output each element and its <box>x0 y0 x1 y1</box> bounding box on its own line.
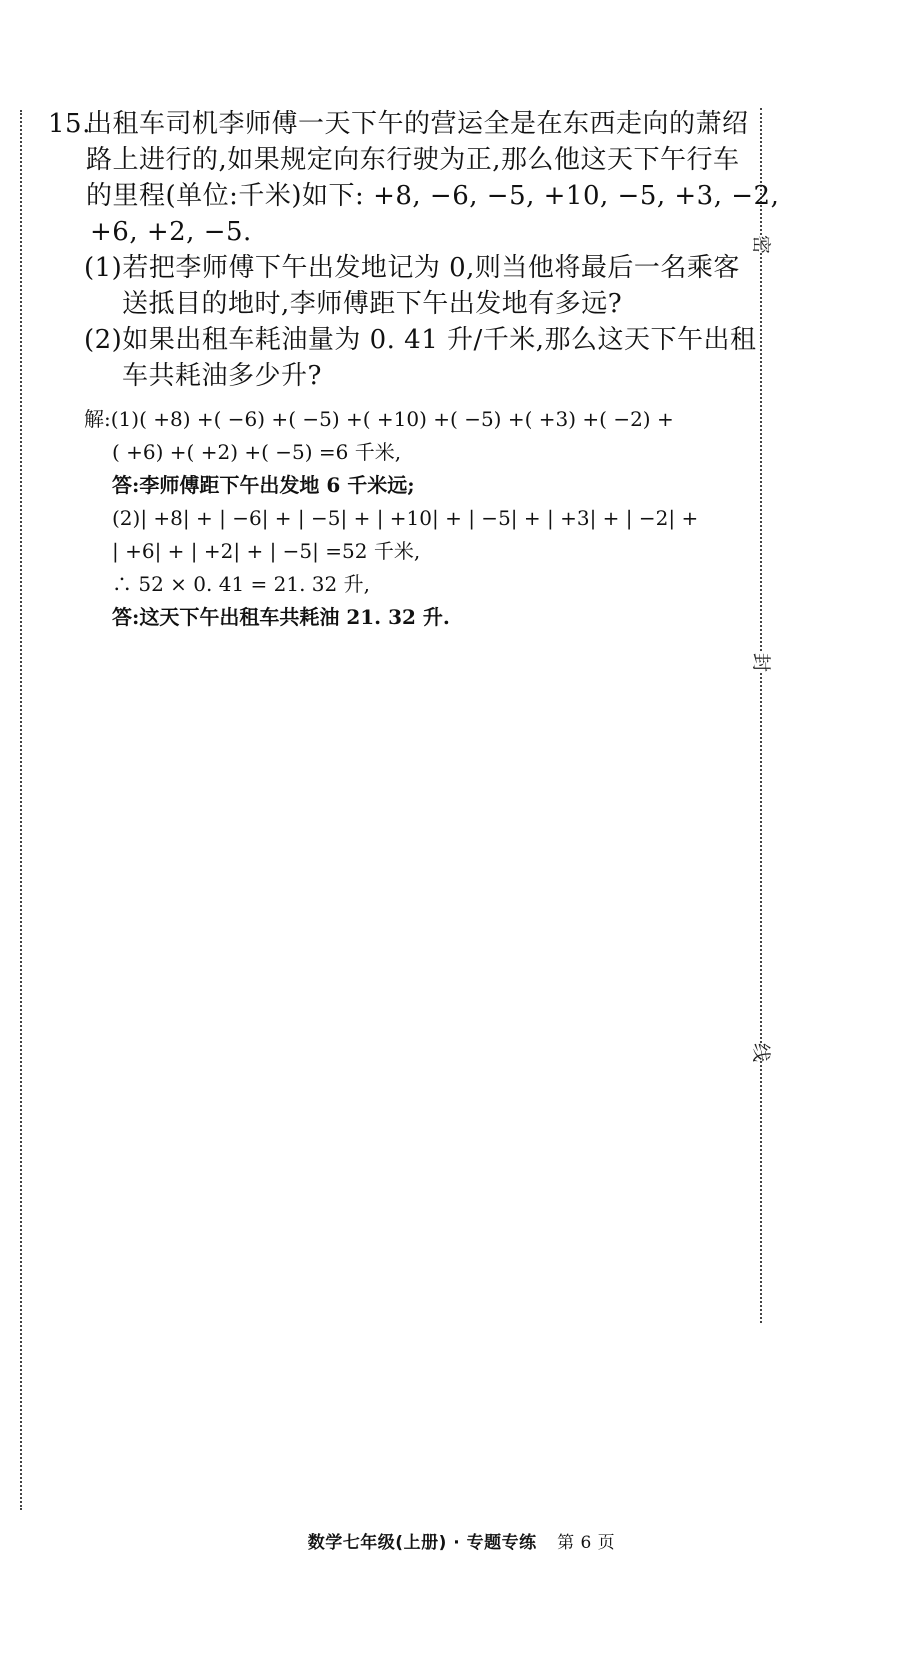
solution-line: ( +6) +( +2) +( −5) =6 千米, <box>112 440 402 464</box>
solution-line: (2)| +8| + | −6| + | −5| + | +10| + | −5| + | +3| + | −2| + <box>112 506 699 530</box>
question-text-line: 路上进行的,如果规定向东行驶为正,那么他这天下午行车 <box>86 145 740 175</box>
solution-line: ∴ 52 × 0. 41 = 21. 32 升, <box>112 572 370 596</box>
question-text-line: 的里程(单位:千米)如下: +8, −6, −5, +10, −5, +3, −2, <box>86 181 780 211</box>
solution-line: | +6| + | +2| + | −5| =52 千米, <box>112 539 421 563</box>
binding-dotted-line-right <box>760 108 762 1323</box>
sub-question-1-cont: 送抵目的地时,李师傅距下午出发地有多远? <box>122 289 623 319</box>
seal-mark-feng: 封 <box>750 653 772 673</box>
sub-question-2-cont: 车共耗油多少升? <box>122 361 322 391</box>
question-text-line: +6, +2, −5. <box>90 217 252 247</box>
solution-line: 解:(1)( +8) +( −6) +( −5) +( +10) +( −5) +( +3) +( −2) + <box>84 407 674 431</box>
question-number: 15. <box>48 109 91 139</box>
page-footer <box>0 1528 923 1553</box>
answer-2: 答:这天下午出租车共耗油 21. 32 升. <box>112 605 450 629</box>
binding-dotted-line-left <box>20 110 22 1510</box>
footer-title: 数学七年级(上册) · 专题专练 <box>307 1533 537 1553</box>
answer-1: 答:李师傅距下午出发地 6 千米远; <box>112 473 415 497</box>
seal-mark-xian: 线 <box>750 1043 772 1063</box>
seal-mark-mi: 密 <box>750 235 772 255</box>
sub-question-1: (1)若把李师傅下午出发地记为 0,则当他将最后一名乘客 <box>84 253 740 283</box>
question-text-line: 出租车司机李师傅一天下午的营运全是在东西走向的萧绍 <box>86 109 749 139</box>
sub-question-2: (2)如果出租车耗油量为 0. 41 升/千米,那么这天下午出租 <box>84 325 757 355</box>
page-number: 第 6 页 <box>557 1533 616 1553</box>
